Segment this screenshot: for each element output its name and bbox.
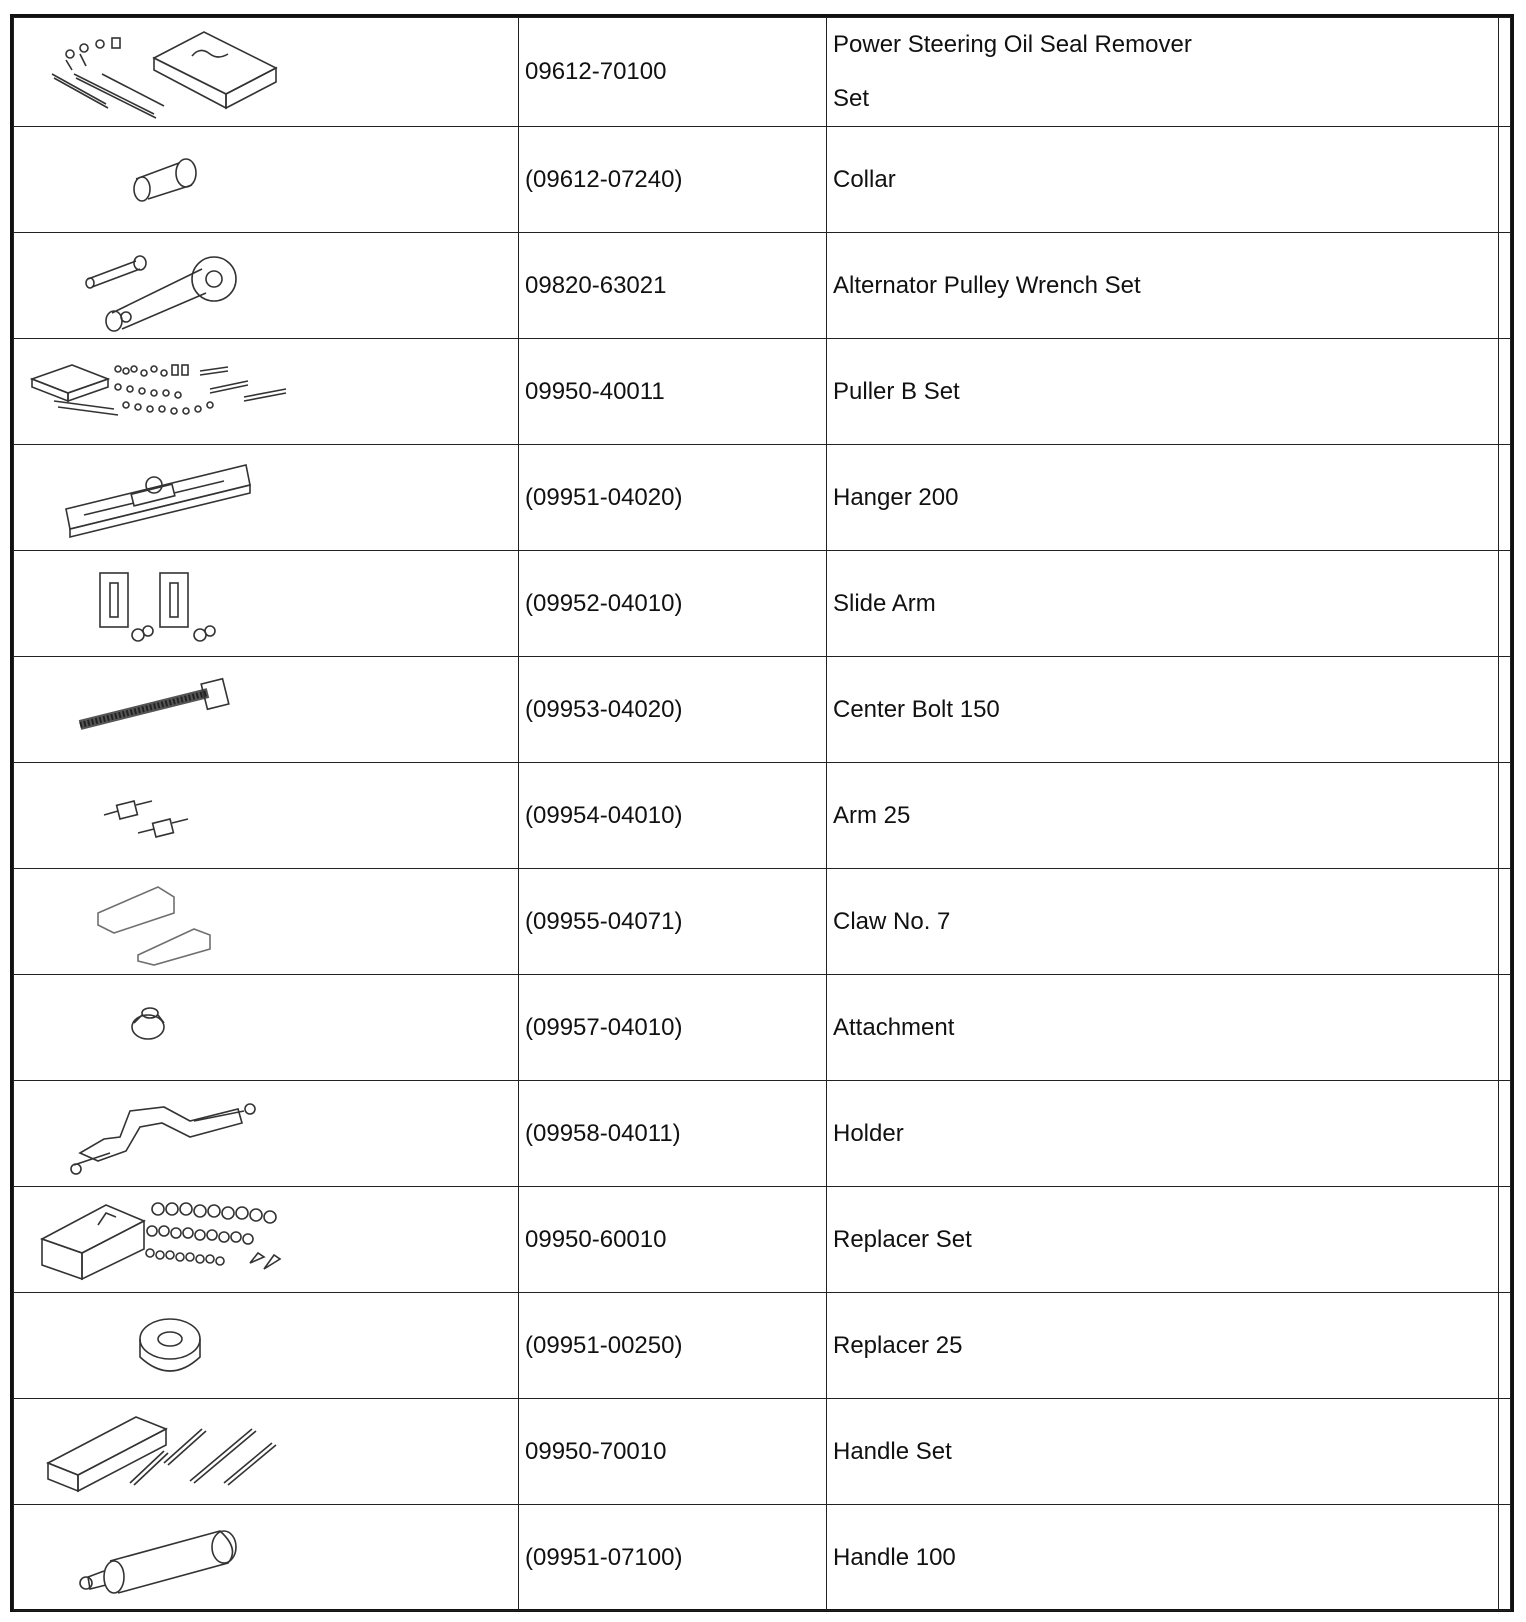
tool-name [827, 18, 1499, 127]
tool-name [827, 233, 1499, 339]
part-number: (09951-07100) [519, 1505, 827, 1611]
part-number: (09958-04011) [519, 1081, 827, 1187]
puller-b-set-icon [14, 339, 518, 445]
tool-name-line: Collar [833, 165, 896, 193]
part-number: (09952-04010) [519, 551, 827, 657]
handle-icon [14, 1505, 518, 1611]
part-number: (09957-04010) [519, 975, 827, 1081]
tool-name-line: Replacer Set [833, 1225, 972, 1253]
tool-name-line: Set [833, 85, 870, 112]
tool-name-line: Replacer 25 [833, 1331, 963, 1359]
tool-name [827, 339, 1499, 445]
table-row [14, 551, 1511, 657]
table-row [14, 1187, 1511, 1293]
tool-name [827, 1505, 1499, 1611]
tool-name [827, 445, 1499, 551]
part-number: 09612-70100 [519, 18, 827, 127]
replacer-set-icon [14, 1187, 518, 1293]
table-row [14, 869, 1511, 975]
tool-name-line: Attachment [833, 1013, 955, 1041]
table-row [14, 1081, 1511, 1187]
part-number: (09951-00250) [519, 1293, 827, 1399]
tool-name [827, 975, 1499, 1081]
tool-name-line: Holder [833, 1119, 904, 1147]
part-number: 09950-40011 [519, 339, 827, 445]
table-row [14, 975, 1511, 1081]
tools-table [13, 17, 1511, 1611]
tool-name-line: Power Steering Oil Seal Remover [833, 31, 1192, 58]
oil-seal-remover-set-icon [14, 18, 518, 124]
table-row [14, 1293, 1511, 1399]
holder-icon [14, 1081, 518, 1187]
tool-name [827, 1399, 1499, 1505]
tool-name-line: Handle 100 [833, 1543, 956, 1571]
part-number: (09954-04010) [519, 763, 827, 869]
special-tools-table [10, 14, 1514, 1612]
tool-name [827, 1187, 1499, 1293]
pulley-wrench-set-icon [14, 233, 518, 339]
arm-icon [14, 763, 518, 869]
tool-name-line: Slide Arm [833, 589, 936, 617]
hanger-icon [14, 445, 518, 551]
part-number: 09950-60010 [519, 1187, 827, 1293]
handle-set-icon [14, 1399, 518, 1505]
part-number: 09820-63021 [519, 233, 827, 339]
slide-arm-icon [14, 551, 518, 657]
tool-name-line: Alternator Pulley Wrench Set [833, 271, 1141, 299]
table-row [14, 339, 1511, 445]
table-row [14, 763, 1511, 869]
tool-name [827, 551, 1499, 657]
table-row [14, 1399, 1511, 1505]
claw-icon [14, 869, 518, 975]
part-number: (09951-04020) [519, 445, 827, 551]
attachment-icon [14, 975, 518, 1081]
part-number: (09612-07240) [519, 127, 827, 233]
tool-name [827, 869, 1499, 975]
tool-name [827, 1293, 1499, 1399]
tool-name-line: Handle Set [833, 1437, 952, 1465]
table-row [14, 233, 1511, 339]
tool-name [827, 657, 1499, 763]
table-row [14, 657, 1511, 763]
center-bolt-icon [14, 657, 518, 763]
tool-name [827, 763, 1499, 869]
tool-name-line: Center Bolt 150 [833, 695, 1000, 723]
tool-name [827, 1081, 1499, 1187]
table-row [14, 1505, 1511, 1611]
part-number: 09950-70010 [519, 1399, 827, 1505]
tool-name-line: Puller B Set [833, 377, 960, 405]
table-row [14, 445, 1511, 551]
table-row [14, 127, 1511, 233]
table-row [14, 18, 1511, 127]
tool-name-line: Claw No. 7 [833, 907, 951, 935]
tool-name-line: Arm 25 [833, 801, 911, 829]
tool-name [827, 127, 1499, 233]
part-number: (09955-04071) [519, 869, 827, 975]
part-number: (09953-04020) [519, 657, 827, 763]
collar-icon [14, 127, 518, 233]
replacer-icon [14, 1293, 518, 1399]
tool-name-line: Hanger 200 [833, 483, 959, 511]
